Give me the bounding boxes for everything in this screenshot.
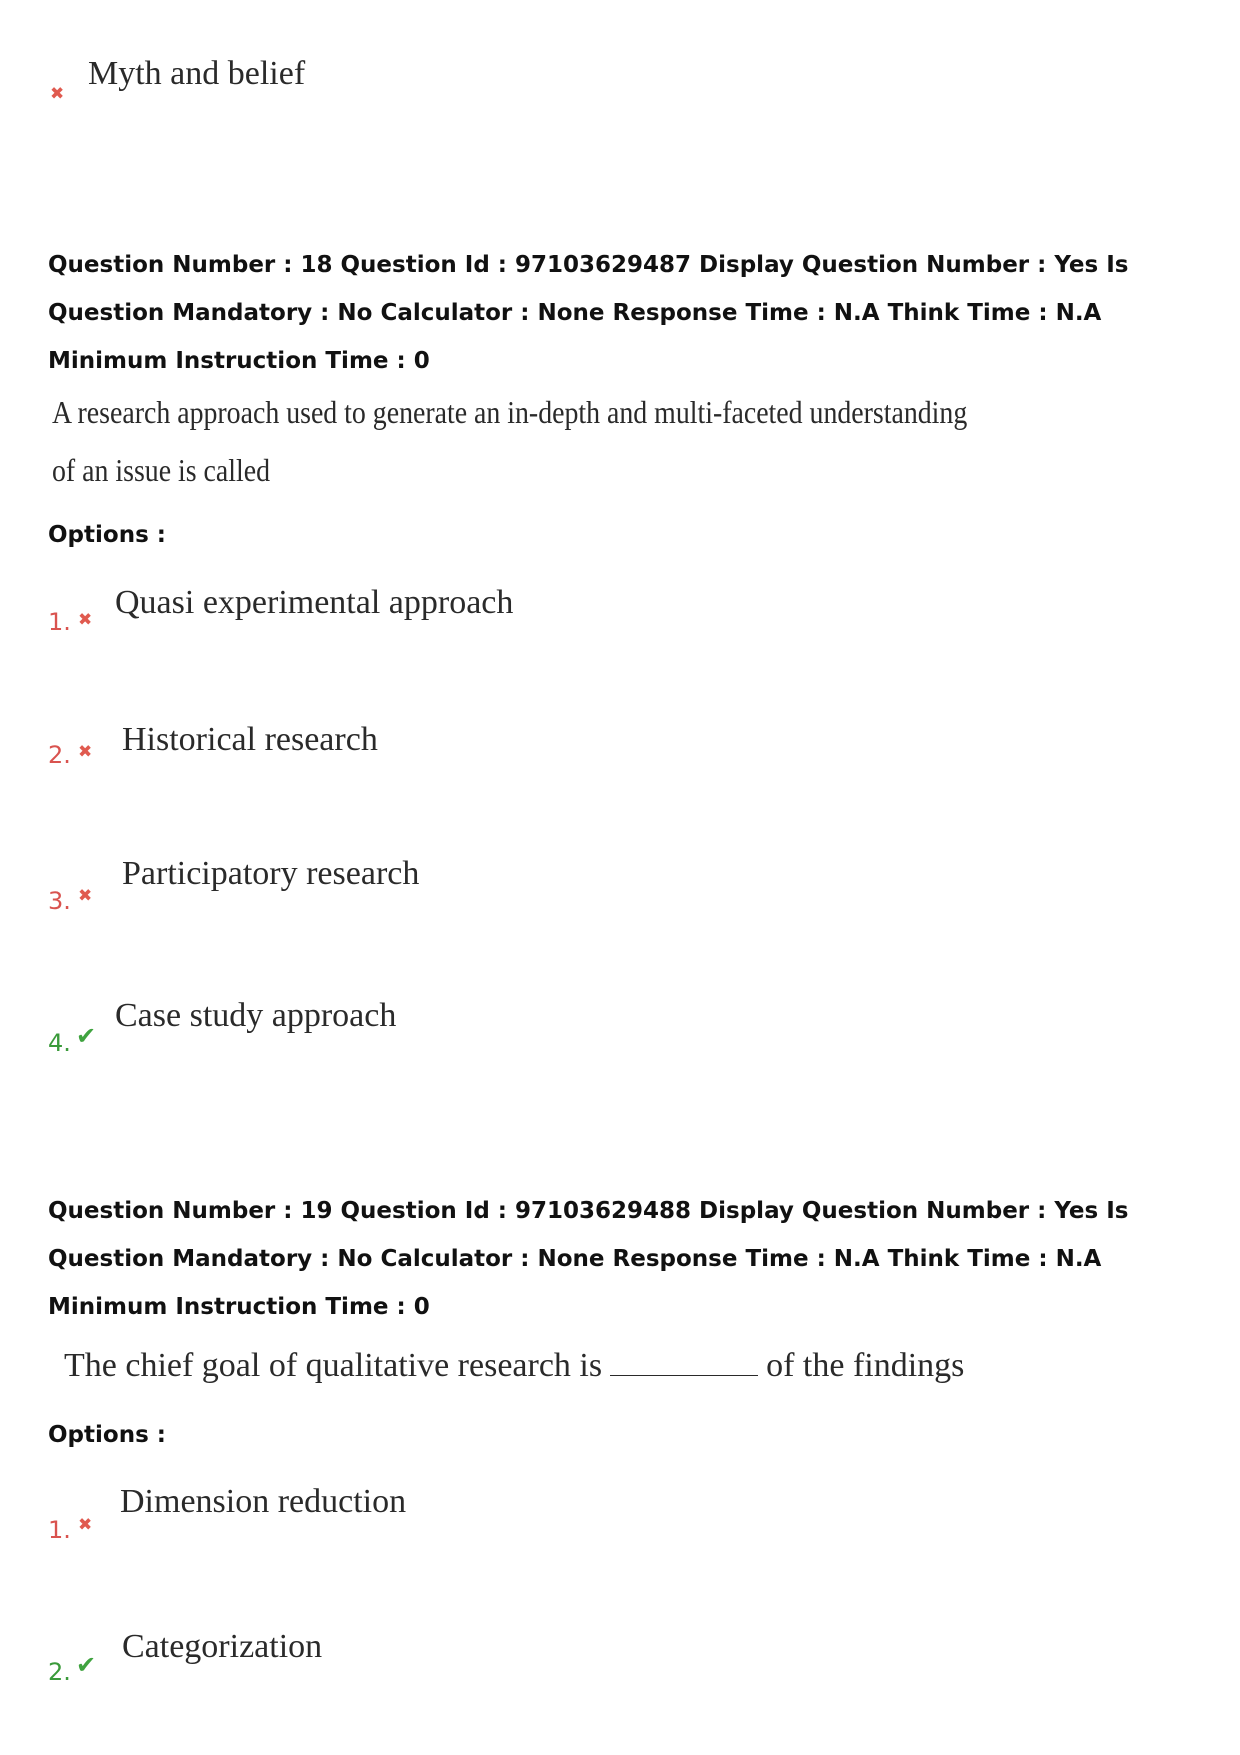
option-number: 4. xyxy=(48,1029,71,1057)
option-number: 2. xyxy=(48,741,71,769)
option-text: Case study approach xyxy=(115,997,397,1034)
fill-in-blank xyxy=(610,1347,758,1376)
question-text-line-1: A research approach used to generate an in-depth and multi-faceted understanding xyxy=(52,394,968,430)
option-number: 3. xyxy=(48,887,71,915)
question-text-after-blank: of the findings xyxy=(766,1347,965,1384)
cross-icon: ✖ xyxy=(78,610,93,630)
question-text xyxy=(64,1346,964,1386)
option-number: 2. xyxy=(48,1658,71,1686)
option-text: Quasi experimental approach xyxy=(115,584,514,621)
check-icon: ✔ xyxy=(76,1022,97,1050)
cross-icon: ✖ xyxy=(78,886,93,906)
option-number: 1. xyxy=(48,608,71,636)
option-text: Myth and belief xyxy=(88,55,306,92)
option-text: Categorization xyxy=(122,1628,323,1665)
cross-icon: ✖ xyxy=(50,84,65,104)
question-text-before-blank: The chief goal of qualitative research is xyxy=(64,1347,603,1384)
question-meta: Question Number : 18 Question Id : 97103629487 Display Question Number : Yes Is Question Mandatory : No Calculator : None Response Time : N.A Think Time : N.A Minimum Instruction Time : 0 xyxy=(48,252,1129,374)
options-label: Options : xyxy=(48,1422,166,1448)
option-text: Participatory research xyxy=(122,855,420,892)
question-meta: Question Number : 19 Question Id : 97103629488 Display Question Number : Yes Is Question Mandatory : No Calculator : None Response Time : N.A Think Time : N.A Minimum Instruction Time : 0 xyxy=(48,1198,1129,1320)
cross-icon: ✖ xyxy=(78,742,93,762)
option-number: 1. xyxy=(48,1516,71,1544)
question-text-line-2: of an issue is called xyxy=(52,452,271,488)
option-text: Dimension reduction xyxy=(120,1483,407,1520)
options-label: Options : xyxy=(48,522,166,548)
option-text: Historical research xyxy=(122,721,378,758)
check-icon: ✔ xyxy=(76,1651,97,1679)
cross-icon: ✖ xyxy=(78,1515,93,1535)
